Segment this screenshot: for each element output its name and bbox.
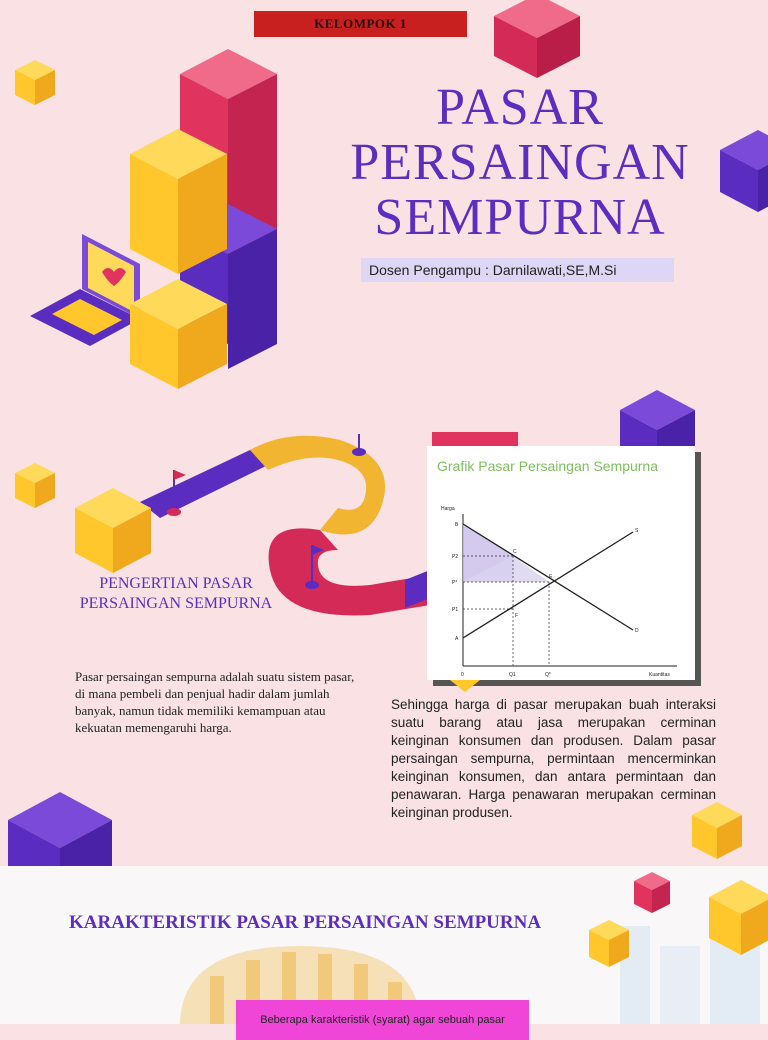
yellow-cube-bottom-small xyxy=(588,920,630,968)
yellow-cube-right-mid xyxy=(691,802,743,860)
magenta-cube-bottom-right xyxy=(633,872,671,914)
purple-cube-bottom-left xyxy=(8,792,114,868)
tick-0: 0 xyxy=(461,672,464,678)
purple-cube-right xyxy=(720,128,768,214)
label-e: E xyxy=(549,574,553,580)
label-b: B xyxy=(455,522,459,528)
label-c: C xyxy=(513,549,517,555)
yellow-cube-under-chart xyxy=(450,680,480,696)
characteristics-intro-box: Beberapa karakteristik (syarat) agar sebuah pasar xyxy=(236,1000,529,1040)
top-right-magenta-cube xyxy=(492,0,582,78)
definition-heading: PENGERTIAN PASAR PERSAINGAN SEMPURNA xyxy=(79,575,273,612)
tick-qstar: Q* xyxy=(545,672,551,678)
yellow-cube-mid-left xyxy=(74,488,152,574)
characteristics-heading: KARAKTERISTIK PASAR PERSAINGAN SEMPURNA xyxy=(69,912,542,933)
title-line-1: PASAR xyxy=(436,79,604,136)
page-title xyxy=(320,80,720,245)
group-label: KELOMPOK 1 xyxy=(254,11,467,37)
small-yellow-cube-mid-left xyxy=(14,463,56,509)
x-axis-label: Kuantitas xyxy=(649,672,670,678)
supply-demand-chart xyxy=(427,486,695,680)
purple-cube-mid-right xyxy=(620,390,696,450)
label-p2: P2 xyxy=(452,554,459,560)
yellow-cube-bottom-right-large xyxy=(708,880,768,956)
tick-q1: Q1 xyxy=(509,672,516,678)
chart-card xyxy=(427,446,695,680)
y-axis-label: Harga xyxy=(441,506,455,512)
label-a: A xyxy=(455,636,459,642)
title-line-2: PERSAINGAN xyxy=(350,134,690,191)
chart-title: Grafik Pasar Persaingan Sempurna xyxy=(437,458,658,474)
stacked-blocks-illustration xyxy=(30,44,290,394)
title-line-3: SEMPURNA xyxy=(374,189,666,246)
conclusion-paragraph: Sehingga harga di pasar merupakan buah interaksi suatu barang atau jasa merupakan cerminan keinginan konsumen dan produsen. Dalam pasar persaingan sempurna, permintaan mencerminkan keinginan konsumen, dan antara permintaan dan penawaran. Harga penawaran merupakan cerminan keinginan produsen. xyxy=(391,697,716,820)
label-s: S xyxy=(635,528,639,534)
definition-body: Pasar persaingan sempurna adalah suatu sistem pasar, di mana pembeli dan penjual hadir dalam jumlah banyak, namun tidak memiliki kemampuan atau kekuatan memengaruhi harga. xyxy=(75,669,355,735)
lecturer-label: Dosen Pengampu : Darnilawati,SE,M.Si xyxy=(361,258,674,282)
label-p1: P1 xyxy=(452,607,459,613)
label-d: D xyxy=(635,628,639,634)
label-pstar: P* xyxy=(452,580,458,586)
label-f: F xyxy=(515,613,519,619)
